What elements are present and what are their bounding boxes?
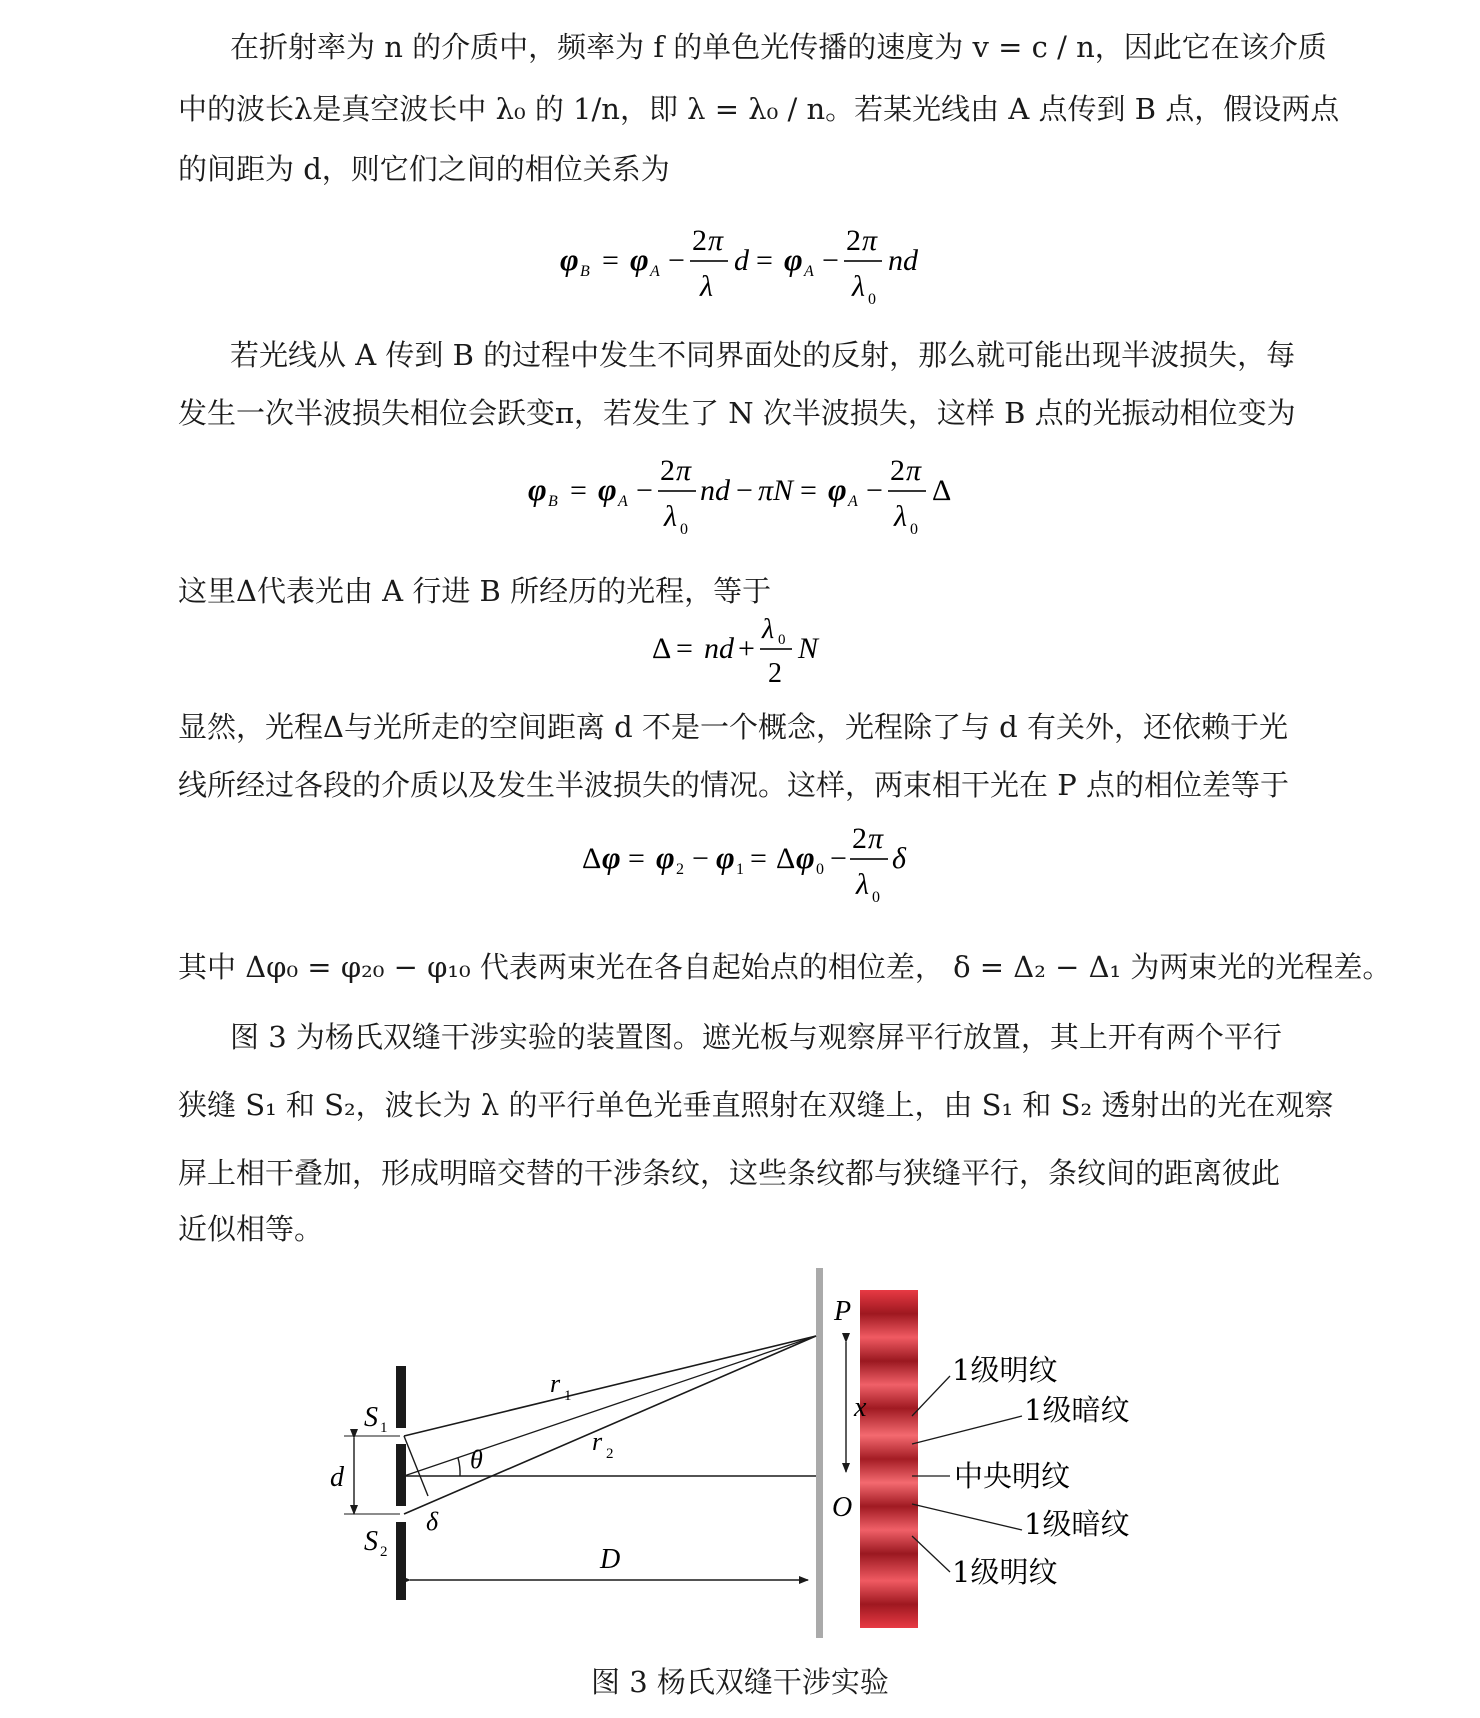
label-r1: r <box>550 1369 561 1398</box>
fringe-label-dark-1-top: 1级暗纹 <box>1024 1393 1130 1427</box>
svg-text:A: A <box>848 493 858 510</box>
p6-line2: 狭缝 S₁ 和 S₂，波长为 λ 的平行单色光垂直照射在双缝上，由 S₁ 和 S₂ 透射出的光在观察 <box>178 1088 1334 1122</box>
p5-line1: 其中 Δφ₀ = φ₂₀ − φ₁₀ 代表两束光在各自起始点的相位差， δ = Δ₂ − Δ₁ 为两束光的光程差。 <box>178 950 1392 984</box>
svg-text:=: = <box>628 842 645 875</box>
young-double-slit-figure <box>300 1268 1180 1642</box>
svg-text:φ: φ <box>784 241 803 277</box>
label-P: P <box>834 1296 852 1327</box>
p3-line1: 这里Δ代表光由 A 行进 B 所经历的光程，等于 <box>178 574 772 608</box>
label-x: x <box>854 1392 867 1423</box>
svg-text:d: d <box>734 244 749 277</box>
p4-line1: 显然，光程Δ与光所走的空间距离 d 不是一个概念，光程除了与 d 有关外，还依赖于光 <box>178 710 1288 744</box>
fringe-label-bright-1-bottom: 1级明纹 <box>952 1555 1058 1589</box>
svg-text:=: = <box>800 474 817 507</box>
figure-caption: 图 3 杨氏双缝干涉实验 <box>591 1665 889 1699</box>
svg-text:π: π <box>868 822 884 855</box>
svg-text:Δ: Δ <box>776 842 796 875</box>
svg-text:0: 0 <box>816 861 824 878</box>
svg-text:0: 0 <box>872 889 880 906</box>
svg-text:−: − <box>736 474 753 507</box>
svg-text:π: π <box>708 224 724 257</box>
svg-text:−: − <box>668 244 685 277</box>
svg-text:2: 2 <box>768 658 782 689</box>
svg-text:0: 0 <box>910 521 918 538</box>
svg-text:φ: φ <box>560 241 579 277</box>
svg-text:0: 0 <box>680 521 688 538</box>
svg-text:N: N <box>798 632 819 665</box>
fringe-label-dark-1-bottom: 1级暗纹 <box>1024 1507 1130 1541</box>
p6-line4: 近似相等。 <box>178 1212 324 1246</box>
svg-text:λ: λ <box>664 500 677 533</box>
fringe-label-central: 中央明纹 <box>954 1459 1071 1493</box>
svg-text:2: 2 <box>676 861 684 878</box>
svg-text:Δ: Δ <box>652 632 672 665</box>
svg-text:=: = <box>676 632 693 665</box>
fringe-label-bright-1-top: 1级明纹 <box>952 1353 1058 1387</box>
label-D: D <box>600 1544 621 1575</box>
equation-1 <box>560 224 940 326</box>
p2-line2: 发生一次半波损失相位会跃变π，若发生了 N 次半波损失，这样 B 点的光振动相位变为 <box>178 396 1296 430</box>
barrier-bottom <box>396 1522 406 1600</box>
svg-text:2: 2 <box>852 822 867 855</box>
svg-text:λ: λ <box>894 500 907 533</box>
svg-text:φ: φ <box>796 839 815 875</box>
equation-3 <box>652 616 832 704</box>
svg-text:0: 0 <box>868 291 876 308</box>
label-d: d <box>330 1462 344 1493</box>
svg-text:Δ: Δ <box>932 474 952 507</box>
label-r1-sub: 1 <box>564 1388 572 1404</box>
label-r2: r <box>592 1427 603 1456</box>
svg-text:Δ: Δ <box>582 842 602 875</box>
svg-text:A: A <box>650 263 660 280</box>
p4-line2: 线所经过各段的介质以及发生半波损失的情况。这样，两束相干光在 P 点的相位差等于 <box>178 768 1289 802</box>
svg-text:−: − <box>866 474 883 507</box>
svg-text:nd: nd <box>700 474 730 507</box>
label-theta: θ <box>470 1445 483 1474</box>
svg-text:B: B <box>548 493 558 510</box>
svg-text:B: B <box>580 263 590 280</box>
equation-2 <box>528 454 958 556</box>
equation-4 <box>582 822 906 924</box>
label-S1-sub: 1 <box>380 1420 388 1436</box>
svg-text:π: π <box>676 454 692 487</box>
label-S1: S <box>364 1402 378 1433</box>
svg-text:−: − <box>822 244 839 277</box>
svg-text:φ: φ <box>656 839 675 875</box>
svg-text:A: A <box>618 493 628 510</box>
p6-line1: 图 3 为杨氏双缝干涉实验的装置图。遮光板与观察屏平行放置，其上开有两个平行 <box>230 1020 1282 1054</box>
svg-text:−: − <box>636 474 653 507</box>
svg-text:+: + <box>738 632 755 665</box>
svg-text:λ: λ <box>856 868 869 901</box>
svg-text:2: 2 <box>660 454 675 487</box>
svg-text:2: 2 <box>846 224 861 257</box>
p1-line3: 的间距为 d，则它们之间的相位关系为 <box>178 152 670 186</box>
svg-text:δ: δ <box>892 842 906 875</box>
svg-text:=: = <box>570 474 587 507</box>
svg-text:nd: nd <box>704 632 734 665</box>
p6-line3: 屏上相干叠加，形成明暗交替的干涉条纹，这些条纹都与狭缝平行，条纹间的距离彼此 <box>178 1156 1281 1190</box>
p2-line1: 若光线从 A 传到 B 的过程中发生不同界面处的反射，那么就可能出现半波损失，每 <box>230 338 1296 372</box>
svg-text:−: − <box>692 842 709 875</box>
label-r2-sub: 2 <box>606 1446 614 1462</box>
label-O: O <box>832 1492 853 1523</box>
svg-text:=: = <box>750 842 767 875</box>
svg-text:φ: φ <box>528 471 547 507</box>
svg-text:πN: πN <box>758 474 794 507</box>
svg-text:=: = <box>756 244 773 277</box>
p1-line1: 在折射率为 n 的介质中，频率为 f 的单色光传播的速度为 v = c / n，因此它在该介质 <box>230 30 1327 64</box>
svg-text:λ: λ <box>852 270 865 303</box>
svg-text:2: 2 <box>890 454 905 487</box>
svg-text:0: 0 <box>778 632 786 648</box>
svg-text:=: = <box>602 244 619 277</box>
svg-text:−: − <box>830 842 847 875</box>
svg-text:2: 2 <box>692 224 707 257</box>
label-S2: S <box>364 1526 378 1557</box>
svg-text:φ: φ <box>598 471 617 507</box>
label-delta: δ <box>426 1507 439 1536</box>
observation-screen <box>816 1268 823 1638</box>
fringe-pattern <box>860 1290 918 1628</box>
svg-text:1: 1 <box>736 861 744 878</box>
svg-text:φ: φ <box>630 241 649 277</box>
svg-text:φ: φ <box>602 839 621 875</box>
p1-line2: 中的波长λ是真空波长中 λ₀ 的 1/n，即 λ = λ₀ / n。若某光线由 A 点传到 B 点，假设两点 <box>178 92 1340 126</box>
svg-text:λ: λ <box>762 614 775 645</box>
barrier-middle <box>396 1444 406 1506</box>
svg-text:λ: λ <box>700 270 713 303</box>
barrier-top <box>396 1366 406 1428</box>
svg-text:φ: φ <box>828 471 847 507</box>
svg-text:φ: φ <box>716 839 735 875</box>
label-S2-sub: 2 <box>380 1544 388 1560</box>
svg-text:nd: nd <box>888 244 918 277</box>
svg-text:π: π <box>906 454 922 487</box>
svg-text:A: A <box>804 263 814 280</box>
svg-text:π: π <box>862 224 878 257</box>
